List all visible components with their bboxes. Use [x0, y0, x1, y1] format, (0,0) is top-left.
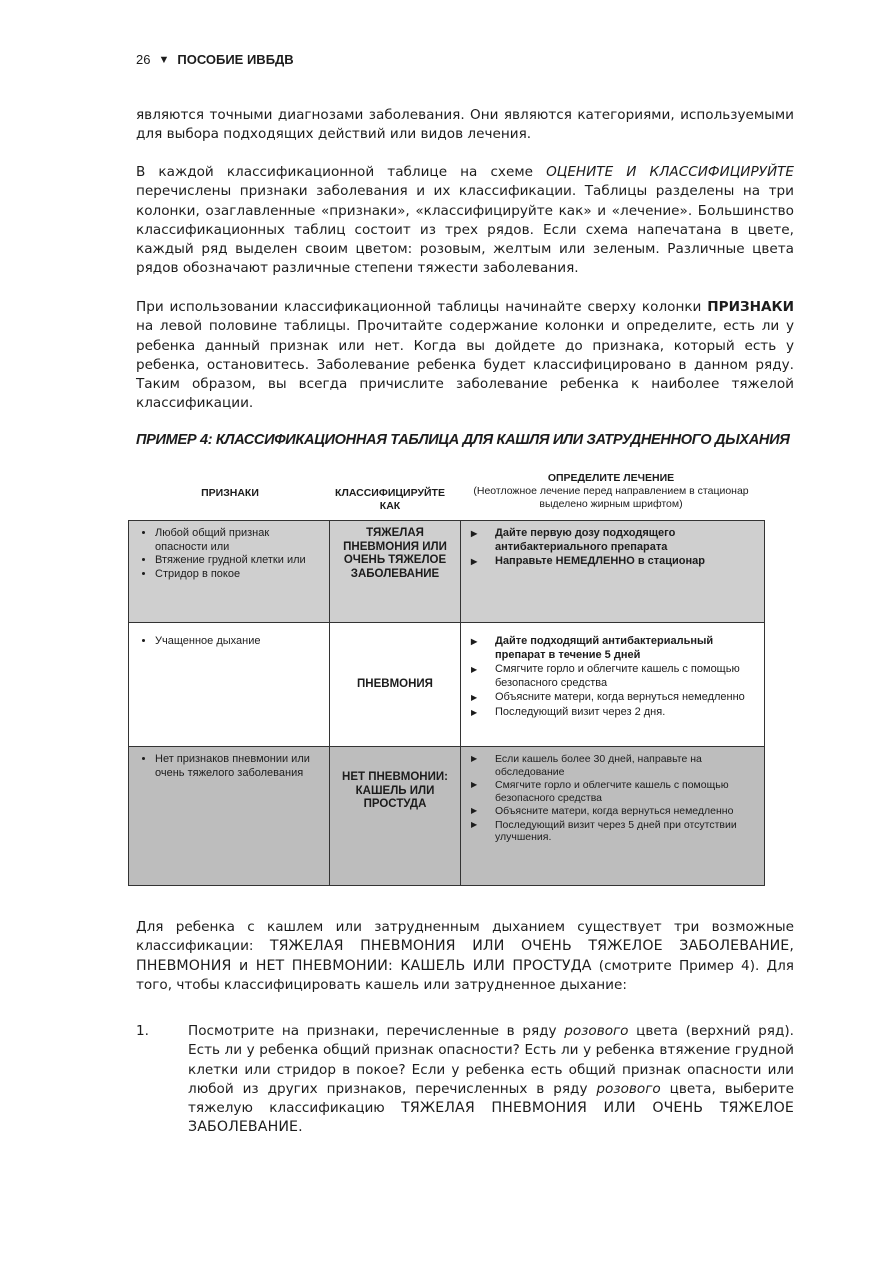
table-row-no-pneumonia — [129, 747, 765, 886]
intro-paragraph-1 — [136, 106, 794, 145]
classification-cell — [330, 747, 461, 886]
intro-paragraph-3 — [136, 298, 794, 414]
intro-p2-text-b: перечислены признаки заболевания и их классификации. Таблицы разделены на три колонки, озаглавленные «признаки», «классифицируйте как» и «лечение». Большинство классификационных таблиц состоит из трех рядов. Если схема напечатана в цвете, каждый ряд выделен своим цветом: розовым, желтым или зеленым. Различные цвета рядов обозначают различные степени тяжести заболевания. — [136, 183, 794, 277]
after-paragraph-1 — [136, 918, 794, 995]
after-p1-caps: ТЯЖЕЛАЯ ПНЕВМОНИЯ ИЛИ ОЧЕНЬ ТЯЖЕЛОЕ ЗАБОЛЕВАНИЕ, ПНЕВМОНИЯ и НЕТ ПНЕВМОНИИ: КАШЕЛЬ ИЛИ ПРОСТУДА — [136, 938, 794, 974]
treatment-cell — [461, 747, 765, 886]
treatment-cell — [461, 623, 765, 747]
intro-p2-text-a: В каждой классификационной таблице на схеме — [136, 164, 547, 180]
page-number: 26 — [136, 52, 151, 67]
item1-emphasis-1: розового — [564, 1023, 629, 1039]
classification-cell — [330, 521, 461, 623]
intro-p3-text-a: При использовании классификационной таблицы начинайте сверху колонки — [136, 299, 708, 315]
column-header-treatment-title: ОПРЕДЕЛИТЕ ЛЕЧЕНИЕ — [547, 472, 675, 484]
column-header-classify-label: КЛАССИФИЦИРУЙТЕ КАК — [335, 487, 445, 512]
treatment-item: ▶ Объясните матери, когда вернуться немедленно — [469, 805, 756, 818]
list-item-text — [188, 1022, 794, 1138]
treatment-item: ▶ Направьте НЕМЕДЛЕННО в стационар — [469, 555, 756, 569]
column-header-signs-label: ПРИЗНАКИ — [201, 487, 259, 499]
item1-text-a: Посмотрите на признаки, перечисленные в ряду — [188, 1023, 565, 1039]
classification-label: ПНЕВМОНИЯ — [357, 677, 433, 690]
table-row-severe — [129, 521, 765, 623]
classification-table — [128, 520, 765, 886]
sign-item: • Нет признаков пневмонии или очень тяжелого заболевания — [155, 753, 321, 780]
item1-emphasis-2: розового — [596, 1080, 661, 1097]
sign-item: • Втяжение грудной клетки или — [155, 554, 321, 568]
treatment-item: ▶ Последующий визит через 2 дня. — [469, 706, 756, 720]
column-header-classify — [325, 487, 455, 513]
table-row-pneumonia — [129, 623, 765, 747]
treatment-item: ▶ Объясните матери, когда вернуться немедленно — [469, 691, 756, 705]
treatment-item: ▶ Дайте подходящий антибактериальный препарат в течение 5 дней — [469, 635, 756, 662]
intro-p2-emphasis: ОЦЕНИТЕ И КЛАССИФИЦИРУЙТЕ — [546, 164, 795, 180]
after-p1-text-b: (смотрите Пример 4). Для того, чтобы классифицировать кашель или затрудненное дыхание: — [136, 957, 794, 993]
treatment-item: ▶ Дайте первую дозу подходящего антибактериального препарата — [469, 527, 756, 554]
classification-label: НЕТ ПНЕВМОНИИ: КАШЕЛЬ ИЛИ ПРОСТУДА — [342, 771, 448, 810]
item1-caps: ТЯЖЕЛАЯ ПНЕВМОНИЯ ИЛИ ОЧЕНЬ ТЯЖЕЛОЕ ЗАБОЛЕВАНИЕ. — [188, 1100, 794, 1136]
triangle-down-icon: ▼ — [158, 53, 170, 66]
treatment-item: ▶ Смягчите горло и облегчите кашель с помощью безопасного средства — [469, 663, 756, 690]
classification-label: ТЯЖЕЛАЯ ПНЕВМОНИЯ ИЛИ ОЧЕНЬ ТЯЖЕЛОЕ ЗАБОЛЕВАНИЕ — [343, 527, 447, 580]
treatment-item: ▶ Если кашель более 30 дней, направьте на обследование — [469, 753, 756, 778]
treatment-item: ▶ Смягчите горло и облегчите кашель с помощью безопасного средства — [469, 779, 756, 804]
signs-cell — [129, 521, 330, 623]
item1-text-c: цвета, выберите тяжелую классификацию — [188, 1080, 794, 1117]
list-number: 1. — [136, 1023, 149, 1039]
intro-paragraph-2 — [136, 163, 794, 279]
signs-cell — [129, 747, 330, 886]
sign-item: • Любой общий признак опасности или — [155, 527, 321, 554]
intro-p3-bold: ПРИЗНАКИ — [707, 299, 794, 315]
treatment-cell — [461, 521, 765, 623]
intro-p1-text: являются точными диагнозами заболевания. Они являются категориями, используемыми для выбора подходящих действий или видов лечения. — [136, 107, 794, 143]
page-header — [136, 52, 294, 67]
numbered-list-item-1 — [136, 1022, 794, 1138]
treatment-item: ▶ Последующий визит через 5 дней при отсутствии улучшения. — [469, 819, 756, 844]
sign-item: • Учащенное дыхание — [155, 635, 321, 649]
column-header-signs — [150, 487, 310, 500]
example-title: ПРИМЕР 4: КЛАССИФИКАЦИОННАЯ ТАБЛИЦА ДЛЯ КАШЛЯ ИЛИ ЗАТРУДНЕННОГО ДЫХАНИЯ — [136, 432, 790, 448]
classification-cell — [330, 623, 461, 747]
sign-item: • Стридор в покое — [155, 568, 321, 582]
after-p1-text-a: Для ребенка с кашлем или затрудненным дыханием существует три возможные классификации: — [136, 919, 794, 955]
column-header-treatment-note: (Неотложное лечение перед направлением в стационар выделено жирным шрифтом) — [473, 485, 749, 510]
item1-text-b: цвета (верхний ряд). Есть ли у ребенка общий признак опасности? Есть ли у ребенка втяжение грудной клетки или стридор в покое? Если у ребенка есть общий признак опасности или любой из других признаков, перечисленных в ряду — [188, 1023, 794, 1097]
column-header-treatment — [470, 472, 752, 511]
intro-p3-text-b: на левой половине таблицы. Прочитайте содержание колонки и определите, есть ли у ребенка данный признак или нет. Когда вы дойдете до признака, который есть у ребенка, остановитесь. Заболевание ребенка будет классифицировано в данном ряду. Таким образом, вы всегда причислите заболевание ребенка к наиболее тяжелой классификации. — [136, 318, 794, 412]
signs-cell — [129, 623, 330, 747]
header-title: ПОСОБИЕ ИВБДВ — [177, 52, 294, 67]
